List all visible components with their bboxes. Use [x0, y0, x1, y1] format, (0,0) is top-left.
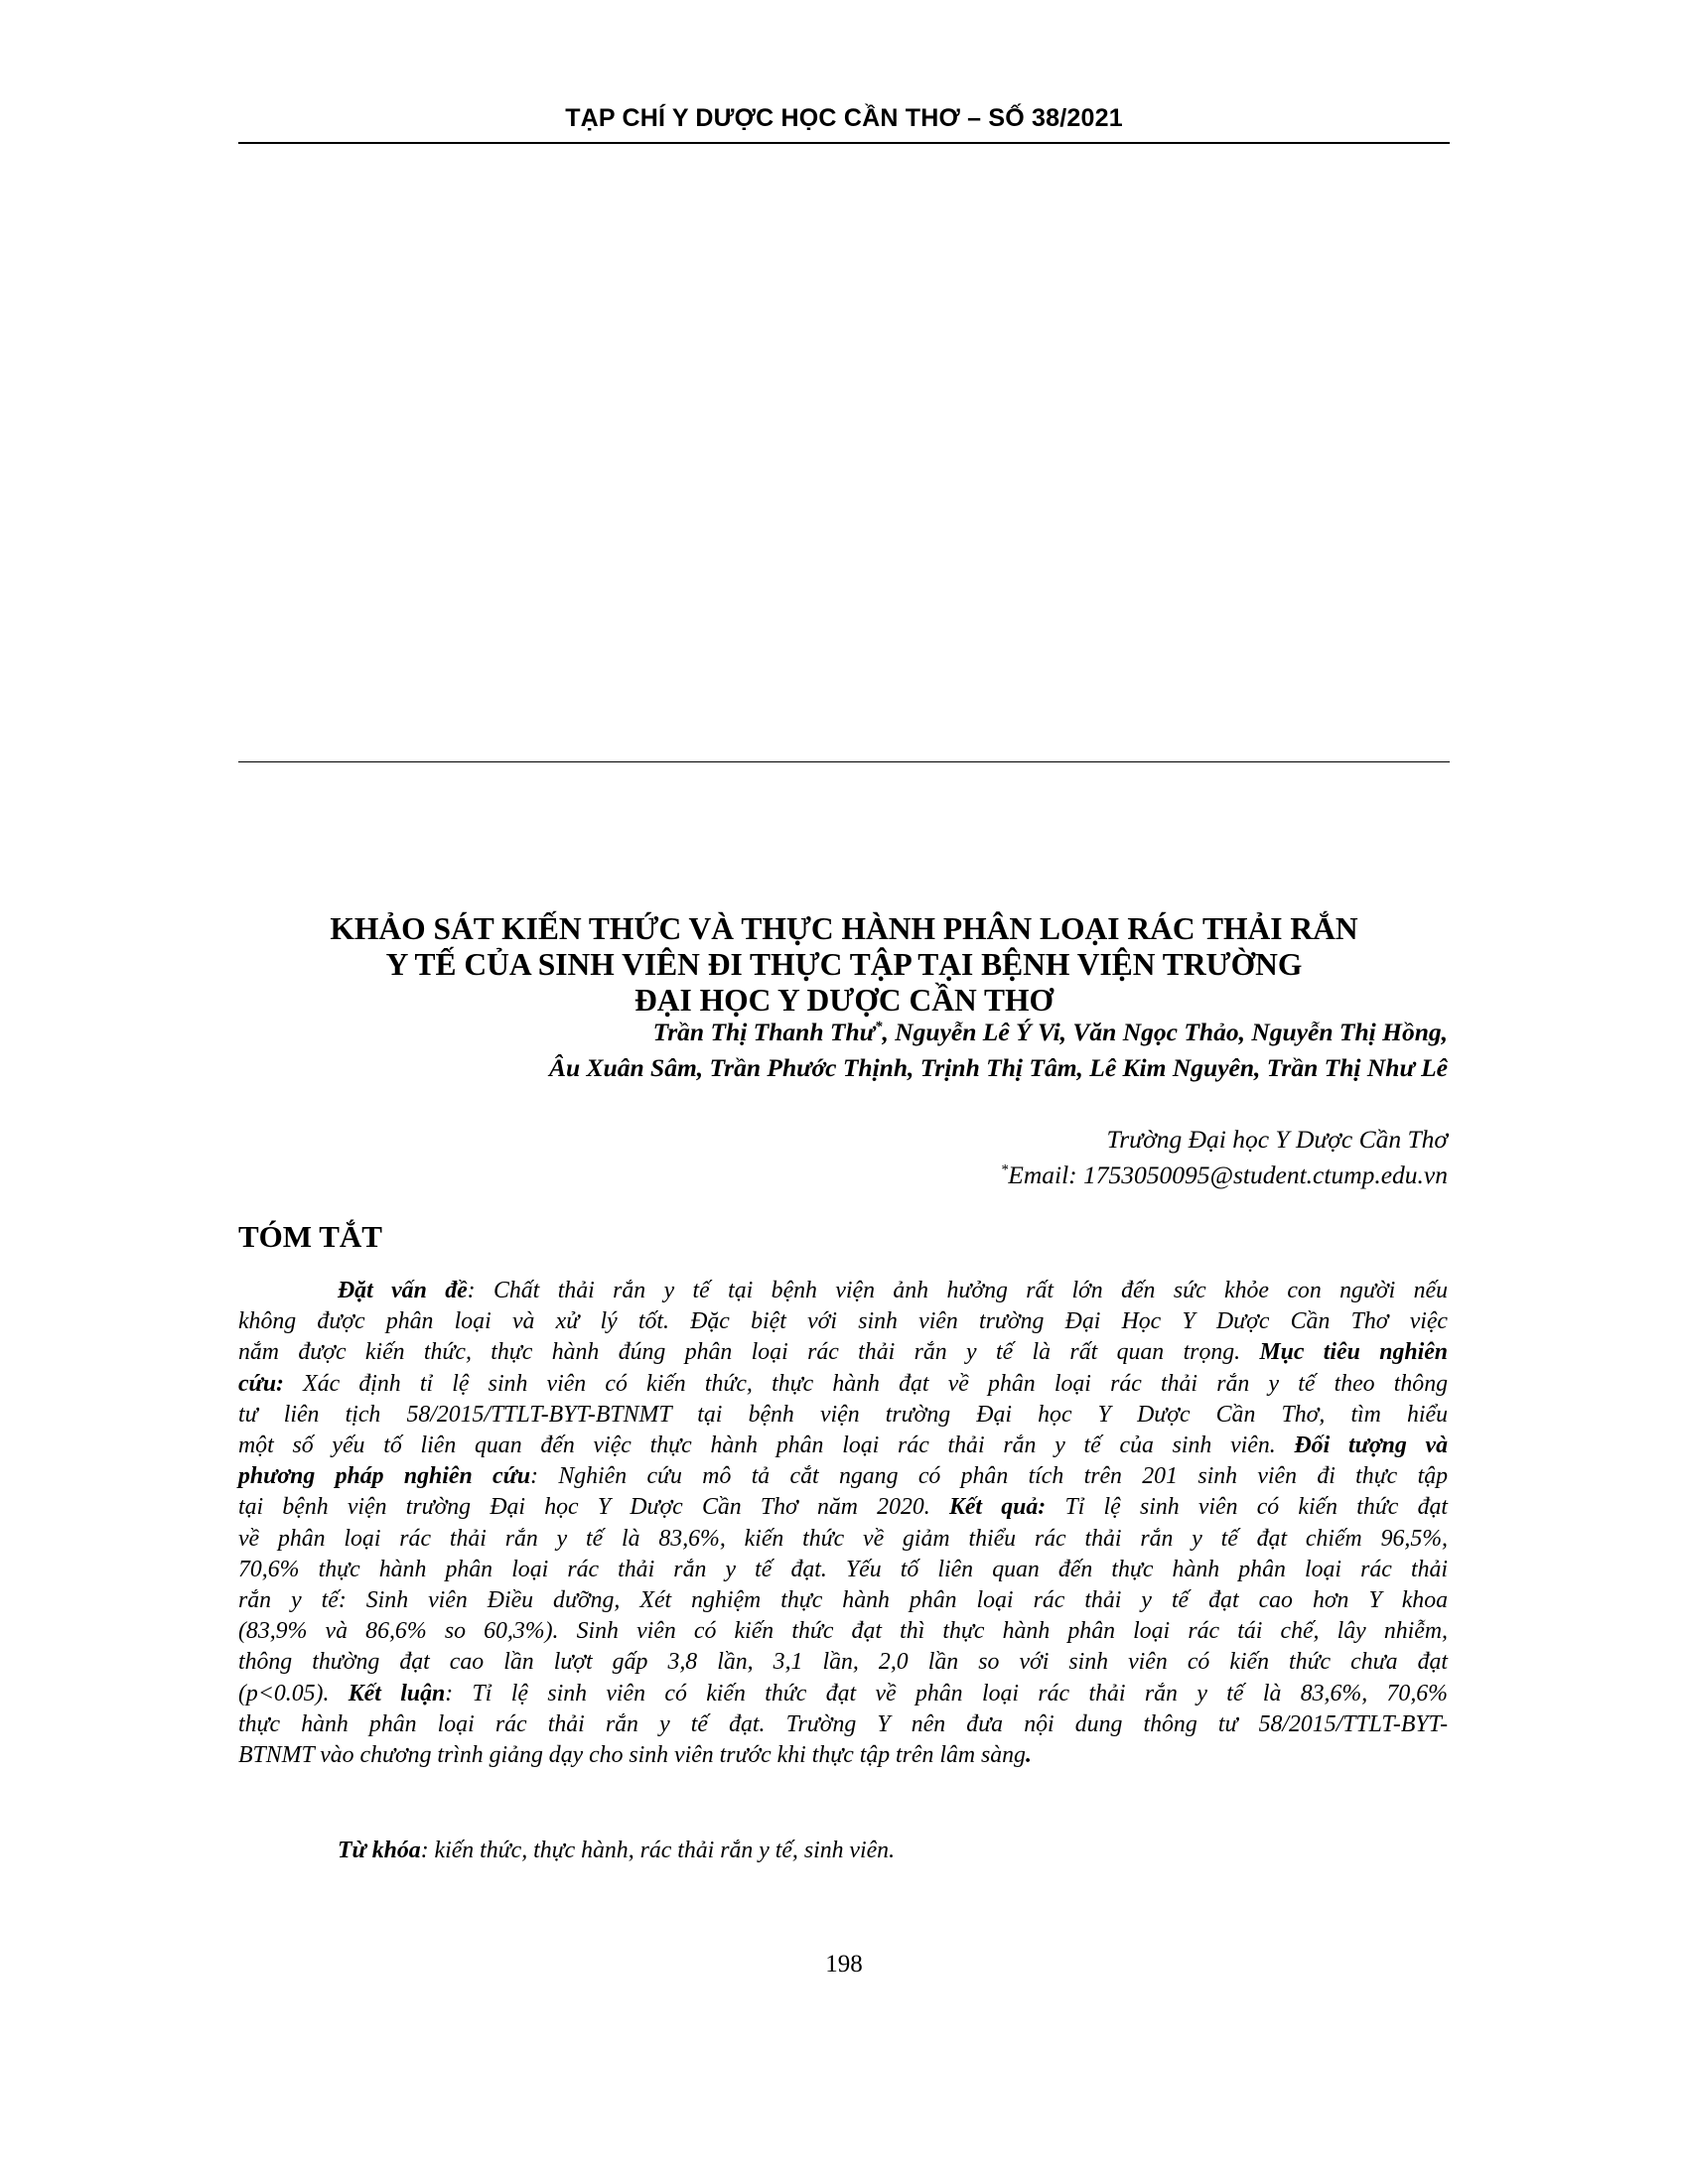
label-ket-qua: Kết quả:: [948, 1494, 1047, 1521]
author-line-1: [238, 1015, 1448, 1050]
abstract-text: : Nghiên cứu mô tả cắt ngang có phân tích trên 201 sinh viên đi thực tập: [530, 1463, 1448, 1490]
abstract-line: không được phân loại và xử lý tốt. Đặc biệt với sinh viên trường Đại Học Y Dược Cần Thơ việc: [238, 1308, 1448, 1335]
label-doi-tuong: Đối tượng và: [1294, 1433, 1449, 1459]
abstract-text: tại bệnh viện trường Đại học Y Dược Cần Thơ năm 2020.: [238, 1494, 949, 1521]
abstract-line: [238, 1740, 1448, 1771]
abstract-text: BTNMT vào chương trình giảng dạy cho sinh viên trước khi thực tập trên lâm sàng: [238, 1742, 1026, 1769]
label-ket-luan: Kết luận: [348, 1680, 446, 1706]
abstract-line: 70,6% thực hành phân loại rác thải rắn y tế đạt. Yếu tố liên quan đến thực hành phân loại rác thải: [238, 1556, 1448, 1582]
email-line: [238, 1158, 1448, 1193]
title-separator-rule: [238, 761, 1450, 762]
label-dat-van-de: Đặt vấn đề: [338, 1278, 468, 1303]
abstract-line: thực hành phân loại rác thải rắn y tế đạt. Trường Y nên đưa nội dung thông tư 58/2015/TTLT-BYT-: [238, 1710, 1448, 1737]
abstract-line: [238, 1337, 1448, 1368]
title-line-1: KHẢO SÁT KIẾN THỨC VÀ THỰC HÀNH PHÂN LOẠI RÁC THẢI RẮN: [330, 911, 1358, 946]
keywords: [338, 1838, 895, 1864]
abstract-body: [238, 1276, 1448, 1771]
abstract-line: [238, 1461, 1448, 1492]
abstract-line: về phân loại rác thải rắn y tế là 83,6%, kiến thức về giảm thiểu rác thải rắn y tế đạt chiếm 96,5%,: [238, 1525, 1448, 1552]
email-mark: *: [1000, 1161, 1009, 1178]
affiliation-block: [238, 1122, 1448, 1193]
abstract-text: Tỉ lệ sinh viên có kiến thức đạt: [1046, 1494, 1449, 1521]
title-line-2: Y TẾ CỦA SINH VIÊN ĐI THỰC TẬP TẠI BỆNH VIỆN TRƯỜNG: [385, 947, 1303, 982]
abstract-line: [238, 1679, 1448, 1709]
abstract-text: (p<0.05).: [238, 1680, 349, 1706]
author-line-2: Âu Xuân Sâm, Trần Phước Thịnh, Trịnh Thị Tâm, Lê Kim Nguyên, Trần Thị Như Lê: [548, 1053, 1448, 1082]
label-muc-tieu-cont: cứu:: [238, 1370, 284, 1397]
page-number: 198: [825, 1951, 863, 1978]
coauthors-1: , Nguyễn Lê Ý Vi, Văn Ngọc Thảo, Nguyễn Thị Hồng,: [882, 1018, 1448, 1046]
institution: Trường Đại học Y Dược Cần Thơ: [1106, 1125, 1448, 1154]
abstract-end-period: .: [1025, 1742, 1032, 1769]
journal-header: TẠP CHÍ Y DƯỢC HỌC CẦN THƠ – SỐ 38/2021: [565, 104, 1123, 132]
abstract-line: [238, 1431, 1448, 1461]
abstract-line: (83,9% và 86,6% so 60,3%). Sinh viên có kiến thức đạt thì thực hành phân loại rác tái chế, lây nhiễm,: [238, 1618, 1448, 1645]
abstract-line: [238, 1492, 1448, 1523]
email: Email: 1753050095@student.ctump.edu.vn: [1008, 1160, 1448, 1189]
abstract-text: nắm được kiến thức, thực hành đúng phân loại rác thải rắn y tế là rất quan trọng.: [238, 1339, 1260, 1366]
abstract-line: tư liên tịch 58/2015/TTLT-BYT-BTNMT tại bệnh viện trường Đại học Y Dược Cần Thơ, tìm hiểu: [238, 1401, 1448, 1428]
abstract-line: [238, 1276, 1448, 1306]
abstract-text: : Chất thải rắn y tế tại bệnh viện ảnh hưởng rất lớn đến sức khỏe con người nếu: [467, 1278, 1448, 1303]
abstract-line: [238, 1369, 1448, 1400]
abstract-line: thông thường đạt cao lần lượt gấp 3,8 lần, 3,1 lần, 2,0 lần so với sinh viên có kiến thức chưa đạt: [238, 1649, 1448, 1676]
corresponding-author: Trần Thị Thanh Thư: [652, 1018, 875, 1046]
abstract-line: rắn y tế: Sinh viên Điều dưỡng, Xét nghiệm thực hành phân loại rác thải y tế đạt cao hơn Y khoa: [238, 1587, 1448, 1614]
corresponding-mark: *: [874, 1019, 883, 1035]
abstract-text: Xác định tỉ lệ sinh viên có kiến thức, thực hành đạt về phân loại rác thải rắn y tế theo thông: [283, 1370, 1448, 1397]
abstract-heading: TÓM TẮT: [238, 1219, 382, 1254]
abstract-text: một số yếu tố liên quan đến việc thực hành phân loại rác thải rắn y tế của sinh viên.: [238, 1433, 1295, 1459]
article-title: [238, 911, 1450, 1019]
title-line-3: ĐẠI HỌC Y DƯỢC CẦN THƠ: [633, 983, 1055, 1018]
author-list: [238, 1015, 1448, 1086]
label-phuong-phap: phương pháp nghiên cứu: [238, 1463, 531, 1490]
header-rule: [238, 142, 1450, 144]
keywords-text: : kiến thức, thực hành, rác thải rắn y tế, sinh viên.: [420, 1838, 896, 1863]
keywords-label: Từ khóa: [338, 1838, 421, 1863]
label-muc-tieu: Mục tiêu nghiên: [1259, 1339, 1448, 1366]
abstract-text: : Tỉ lệ sinh viên có kiến thức đạt về phân loại rác thải rắn y tế là 83,6%, 70,6%: [445, 1680, 1448, 1706]
